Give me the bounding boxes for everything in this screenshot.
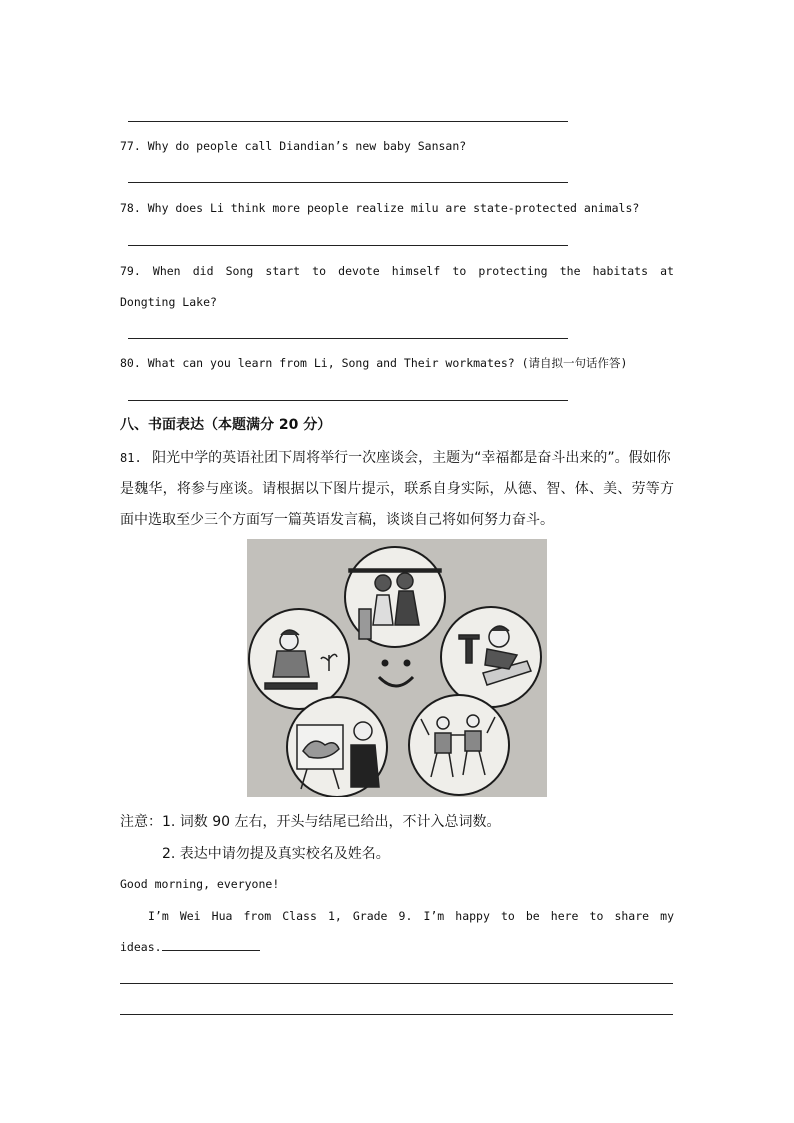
question-80 [120,355,627,371]
answer-line-76[interactable] [128,121,568,122]
question-text: Why do people call Diandian’s new baby Sansan? [147,139,467,153]
notes-label: 注意： [120,814,162,830]
question-number: 80. [120,356,141,370]
task-number: 81. [120,451,142,465]
essay-opening-line-1: I’m Wei Hua from Class 1, Grade 9. I’m happy to be here to share my [148,909,674,923]
notes-line-1 [120,811,501,831]
writing-line-1[interactable] [120,983,673,984]
task-81-line-1 [120,447,674,467]
question-79-continued: Dongting Lake? [120,295,217,309]
question-text: What can you learn from Li, Song and Their workmates? (请自拟一句话作答) [147,356,628,370]
notes-item-1: 1. 词数 90 左右，开头与结尾已给出，不计入总词数。 [162,814,501,830]
writing-line-2[interactable] [120,1014,673,1015]
answer-line-79[interactable] [128,338,568,339]
essay-greeting: Good morning, everyone! [120,877,280,891]
question-77 [120,139,466,153]
answer-line-78[interactable] [128,245,568,246]
task-81-line-2: 是魏华，将参与座谈。请根据以下图片提示，联系自身实际，从德、智、体、美、劳等方 [120,481,674,497]
prompt-picture [247,539,547,797]
answer-line-77[interactable] [128,182,568,183]
answer-line-80[interactable] [128,400,568,401]
essay-opening-line-2 [120,939,260,954]
section-heading: 八、书面表达（本题满分 20 分） [120,417,332,433]
question-number: 78. [120,201,141,215]
question-text: Why does Li think more people realize milu are state-protected animals? [147,201,640,215]
question-79 [120,264,674,278]
notes-item-2: 2. 表达中请勿提及真实校名及姓名。 [162,846,390,862]
question-text: When did Song start to devote himself to protecting the habitats at [152,264,674,278]
essay-blank[interactable] [162,939,260,951]
prompt-illustration [247,539,547,797]
circle-exercise [409,695,509,795]
task-text: 阳光中学的英语社团下周将举行一次座谈会，主题为“幸福都是奋斗出来的”。假如你 [152,450,671,466]
task-81-line-3: 面中选取至少三个方面写一篇英语发言稿，谈谈自己将如何努力奋斗。 [120,512,554,528]
question-number: 77. [120,139,141,153]
question-number: 79. [120,264,141,278]
essay-ideas-text: ideas. [120,940,162,954]
question-78 [120,201,639,215]
smiley-icon [379,660,413,687]
